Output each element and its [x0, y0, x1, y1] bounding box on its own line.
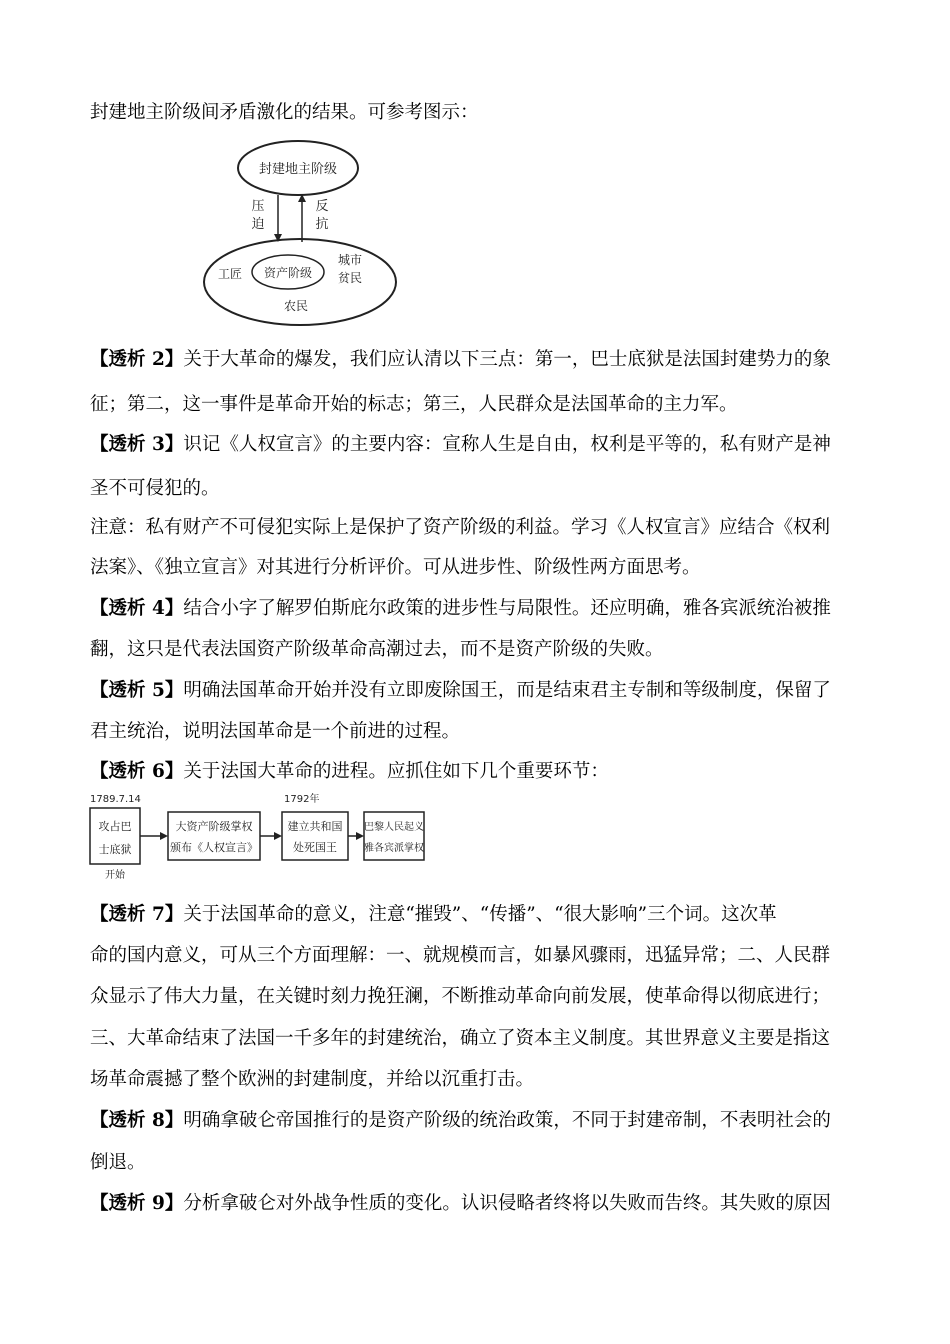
flow-box-2-line-1: 大资产阶级掌权 [175, 820, 253, 833]
flow-box-1-line-1: 攻占巴 [98, 820, 132, 833]
flow-box-3-line-1: 建立共和国 [287, 820, 343, 833]
flow-box-3-line-2: 处死国王 [293, 841, 337, 854]
text-line: 征；第二，这一事件是革命开始的标志；第三，人民群众是法国革命的主力军。 [90, 394, 738, 415]
bourgeoisie-label: 资产阶级 [263, 266, 313, 280]
text-line: 法案》、《独立宣言》对其进行分析评价。可从进步性、阶级性两方面思考。 [90, 557, 701, 578]
revolution-process-diagram [88, 790, 428, 884]
paragraph-t3: 【透析 3】识记《人权宣言》的主要内容：宣称人生是自由，权利是平等的，私有财产是神 [90, 434, 831, 455]
date-label-1: 1789.7.14 [90, 794, 141, 805]
text-line: 三、大革命结束了法国一千多年的封建统治，确立了资本主义制度。其世界意义主要是指这 [90, 1028, 831, 1049]
text-line: 命的国内意义，可从三个方面理解：一、就规模而言，如暴风骤雨，迅猛异常；二、人民群 [90, 945, 831, 966]
craftsmen-label: 工匠 [217, 267, 243, 281]
text-line: 封建地主阶级间矛盾激化的结果。可参考图示： [90, 102, 479, 123]
text-line: 君主统治，说明法国革命是一个前进的过程。 [90, 721, 461, 742]
paragraph-t2: 【透析 2】关于大革命的爆发，我们应认清以下三点：第一，巴士底狱是法国封建势力的象 [90, 349, 831, 370]
text-line: 翻，这只是代表法国资产阶级革命高潮过去，而不是资产阶级的失败。 [90, 639, 664, 660]
text-line: 众显示了伟大力量，在关键时刻力挽狂澜，不断推动革命向前发展，使革命得以彻底进行； [90, 986, 831, 1007]
feudal-class-label: 封建地主阶级 [258, 162, 338, 177]
flow-box-1-note: 开始 [105, 870, 125, 881]
resist-label-1: 反 [315, 199, 329, 214]
date-label-2: 1792年 [284, 794, 320, 805]
paragraph-t9: 【透析 9】分析拿破仑对外战争性质的变化。认识侵略者终将以失败而告终。其失败的原因 [90, 1193, 831, 1214]
urban-poor-label-2: 贫民 [337, 271, 363, 285]
text-line: 倒退。 [90, 1152, 146, 1173]
arrow-right-icon [274, 832, 282, 840]
oppress-label-1: 压 [251, 199, 265, 214]
flow-box-4-line-2: 雅各宾派掌权 [364, 843, 424, 854]
peasants-label: 农民 [283, 299, 309, 313]
flow-box-1-line-2: 士底狱 [98, 843, 132, 856]
text-line: 注意：私有财产不可侵犯实际上是保护了资产阶级的利益。学习《人权宣言》应结合《权利 [90, 517, 831, 538]
arrow-right-icon [356, 832, 364, 840]
paragraph-t6: 【透析 6】关于法国大革命的进程。应抓住如下几个重要环节： [90, 761, 609, 782]
urban-poor-label-1: 城市 [337, 253, 363, 267]
flow-box-2-line-2: 颁布《人权宣言》 [170, 841, 258, 854]
paragraph-t7: 【透析 7】关于法国革命的意义，注意“摧毁”、“传播”、“很大影响”三个词。这次革 [90, 904, 777, 925]
text-line: 圣不可侵犯的。 [90, 478, 220, 499]
paragraph-t8: 【透析 8】明确拿破仑帝国推行的是资产阶级的统治政策，不同于封建帝制，不表明社会的 [90, 1110, 831, 1131]
class-relation-diagram [200, 138, 400, 330]
text-line: 场革命震撼了整个欧洲的封建制度，并给以沉重打击。 [90, 1069, 535, 1090]
resist-label-2: 抗 [315, 217, 329, 232]
paragraph-t4: 【透析 4】结合小字了解罗伯斯庇尔政策的进步性与局限性。还应明确，雅各宾派统治被推 [90, 598, 831, 619]
arrow-right-icon [160, 832, 168, 840]
oppress-label-2: 迫 [251, 217, 265, 232]
flow-box-4-line-1: 巴黎人民起义 [364, 822, 424, 833]
paragraph-t5: 【透析 5】明确法国革命开始并没有立即废除国王，而是结束君主专制和等级制度，保留了 [90, 680, 831, 701]
